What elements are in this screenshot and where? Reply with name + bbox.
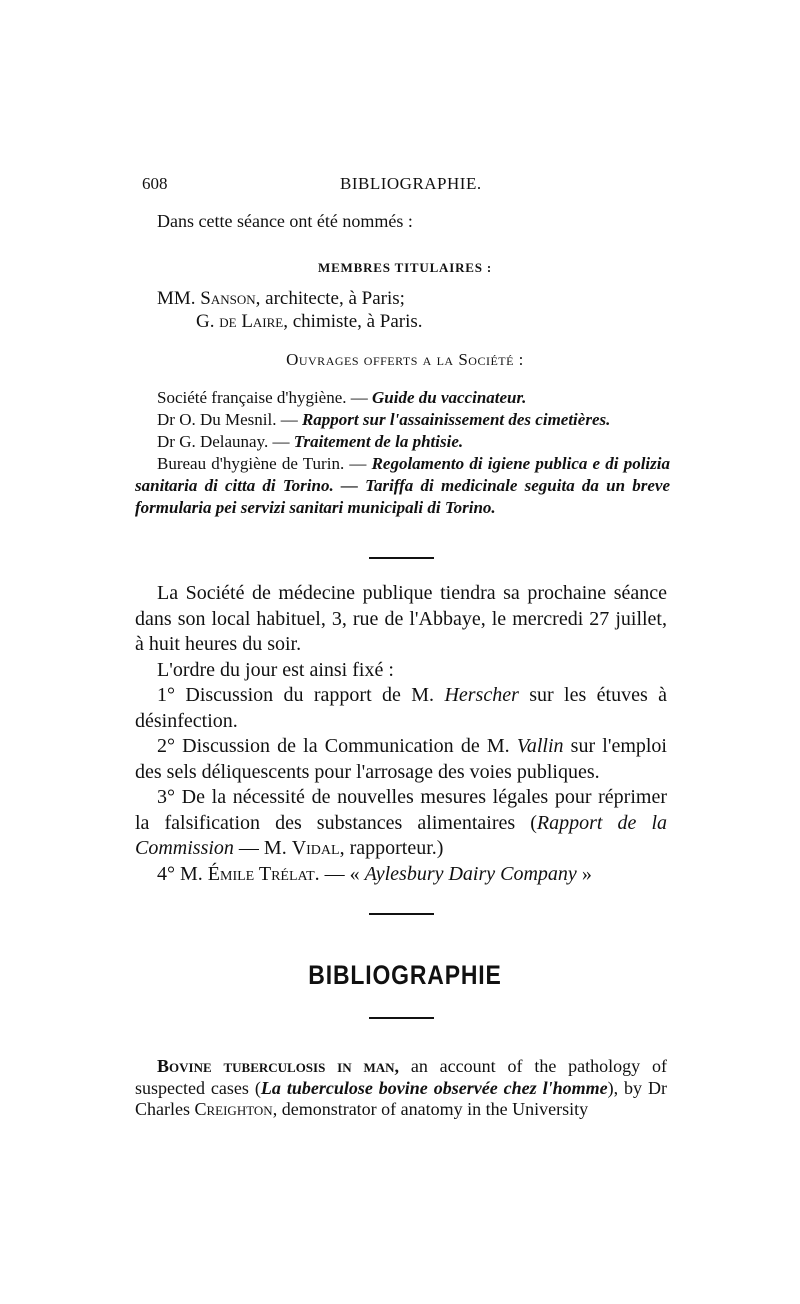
work-author: Dr G. Delaunay. — bbox=[157, 432, 294, 451]
member-details: chimiste, à Paris. bbox=[288, 311, 423, 332]
meeting-intro: Dans cette séance ont été nommés : bbox=[157, 211, 413, 231]
notice-paragraph: L'ordre du jour est ainsi fixé : bbox=[157, 658, 394, 681]
section-title: BIBLIOGRAPHIE bbox=[308, 960, 502, 990]
section-divider bbox=[369, 913, 434, 915]
works-heading: Ouvrages offerts a la Société : bbox=[286, 350, 524, 369]
running-title: BIBLIOGRAPHIE. bbox=[340, 174, 482, 193]
work-entry bbox=[135, 453, 670, 519]
work-entry bbox=[135, 431, 670, 453]
works-list bbox=[135, 387, 670, 519]
work-author: Société française d'hygiène. — bbox=[157, 388, 373, 407]
member-prefix: MM. bbox=[157, 288, 196, 309]
member-details: architecte, à Paris; bbox=[260, 288, 405, 309]
section-divider bbox=[369, 557, 434, 559]
members-heading: MEMBRES TITULAIRES : bbox=[318, 260, 492, 275]
work-author: Bureau d'hygiène de Turin. — bbox=[157, 454, 372, 473]
review-author: Creighton, bbox=[194, 1099, 278, 1119]
agenda-item: 3° De la nécessité de nouvelles mesures légales pour réprimer la falsification des substances alimentaires (Rapport de la Commission — M. Vidal, rapporteur.) bbox=[135, 786, 667, 859]
work-author: Dr O. Du Mesnil. — bbox=[157, 410, 302, 429]
work-title: Regolamento di igiene publica e di polizia sanitaria di citta di Torino. — Tariffa di medicinale seguita da un breve formularia pei servizi sanitari municipali di Torino. bbox=[135, 454, 670, 517]
agenda-item: 1° Discussion du rapport de M. Herscher sur les étuves à désinfection. bbox=[135, 684, 667, 732]
page-number: 608 bbox=[142, 174, 168, 193]
agenda-item: 4° M. Émile Trélat. — « Aylesbury Dairy Company » bbox=[157, 862, 592, 885]
work-title: Rapport sur l'assainissement des cimetières. bbox=[301, 410, 611, 429]
work-entry bbox=[135, 409, 670, 431]
work-title: Guide du vaccinateur. bbox=[372, 388, 527, 407]
member-line-2 bbox=[196, 311, 423, 333]
work-entry bbox=[135, 387, 670, 409]
notice-paragraph: La Société de médecine publique tiendra sa prochaine séance dans son local habituel, 3, rue de l'Abbaye, le mercredi 27 juillet, à huit heures du soir. bbox=[135, 582, 667, 655]
agenda-item: 2° Discussion de la Communication de M. Vallin sur l'emploi des sels déliquescents pour l'arrosage des voies publiques. bbox=[135, 735, 667, 783]
member-name: de Laire, bbox=[219, 311, 288, 332]
review-entry: Bovine tuberculosis in man, an account of the pathology of suspected cases (La tuberculose bovine observée chez l'homme), by Dr Charles Creighton, demonstrator of anatomy in the University bbox=[135, 1056, 668, 1119]
member-prefix: G. bbox=[196, 311, 220, 332]
meeting-notice bbox=[135, 581, 667, 887]
work-title: Traitement de la phtisie. bbox=[293, 432, 464, 451]
member-name: Sanson, bbox=[200, 288, 261, 309]
review-subject: Bovine tuberculosis in man, bbox=[157, 1056, 400, 1076]
member-line-1 bbox=[157, 288, 405, 310]
section-divider bbox=[369, 1017, 434, 1019]
